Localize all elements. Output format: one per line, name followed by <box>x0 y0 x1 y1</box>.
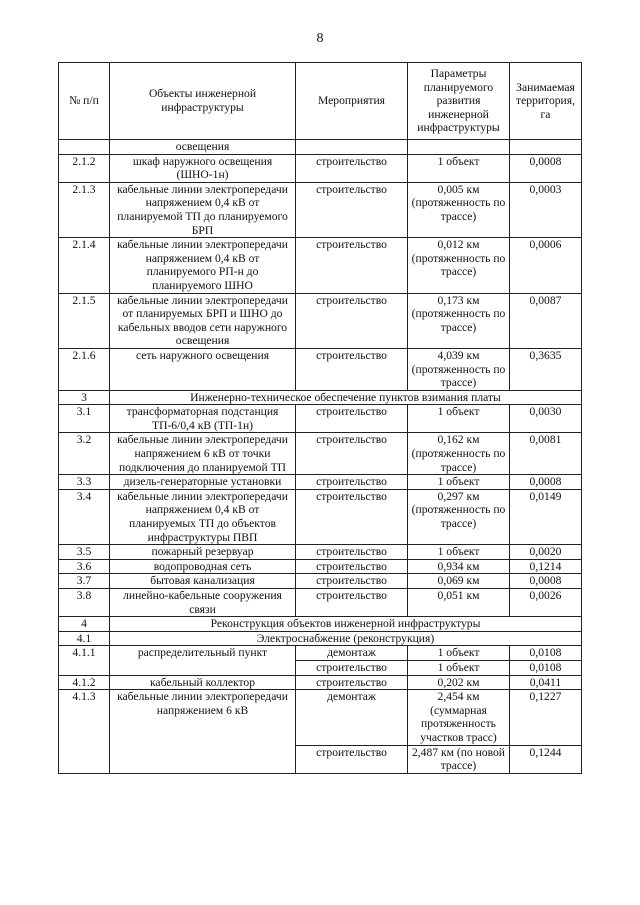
cell-params: 1 объект <box>408 475 510 490</box>
table-row <box>59 690 582 745</box>
cell-object: водопроводная сеть <box>110 559 296 574</box>
cell-area: 0,3635 <box>510 348 582 390</box>
cell-measure: строительство <box>296 745 408 773</box>
cell-measure: строительство <box>296 293 408 348</box>
cell-object: сеть наружного освещения <box>110 348 296 390</box>
table-row <box>59 589 582 617</box>
cell-measure: строительство <box>296 154 408 182</box>
table-row <box>59 559 582 574</box>
cell-num: 4.1 <box>59 631 110 646</box>
cell-num: 3.8 <box>59 589 110 617</box>
cell-params: 2,487 км (по новой трассе) <box>408 745 510 773</box>
cell-area: 0,0003 <box>510 182 582 237</box>
cell-num: 2.1.2 <box>59 154 110 182</box>
cell-area: 0,0020 <box>510 545 582 560</box>
cell-area: 0,0006 <box>510 238 582 293</box>
table-row <box>59 182 582 237</box>
section-row <box>59 617 582 632</box>
cell-area: 0,0411 <box>510 675 582 690</box>
cell-area <box>510 140 582 155</box>
cell-params: 0,934 км <box>408 559 510 574</box>
cell-num: 4 <box>59 617 110 632</box>
cell-area: 0,1244 <box>510 745 582 773</box>
table-row <box>59 646 582 661</box>
header-num: № п/п <box>59 63 110 140</box>
cell-area: 0,1227 <box>510 690 582 745</box>
page-number: 8 <box>316 31 324 46</box>
cell-measure: строительство <box>296 589 408 617</box>
table-row <box>59 405 582 433</box>
table-row <box>59 433 582 475</box>
cell-area: 0,1214 <box>510 559 582 574</box>
cell-num: 3.5 <box>59 545 110 560</box>
cell-num: 3.3 <box>59 475 110 490</box>
table-header-row <box>59 63 582 140</box>
cell-num: 4.1.2 <box>59 675 110 690</box>
cell-measure: строительство <box>296 574 408 589</box>
cell-measure: строительство <box>296 489 408 544</box>
cell-measure: демонтаж <box>296 690 408 745</box>
table-row <box>59 489 582 544</box>
infrastructure-table <box>58 62 582 774</box>
cell-measure: строительство <box>296 545 408 560</box>
cell-params: 0,051 км <box>408 589 510 617</box>
cell-num: 2.1.6 <box>59 348 110 390</box>
header-object: Объекты инженерной инфраструктуры <box>110 63 296 140</box>
cell-num: 2.1.3 <box>59 182 110 237</box>
cell-object: линейно-кабельные сооружения связи <box>110 589 296 617</box>
cell-params: 1 объект <box>408 405 510 433</box>
cell-num: 2.1.4 <box>59 238 110 293</box>
table-row <box>59 475 582 490</box>
cell-measure: демонтаж <box>296 646 408 661</box>
cell-num: 3.4 <box>59 489 110 544</box>
cell-object: дизель-генераторные установки <box>110 475 296 490</box>
cell-object: трансформаторная подстанция ТП-6/0,4 кВ (ТП-1н) <box>110 405 296 433</box>
cell-params: 0,162 км (протяженность по трассе) <box>408 433 510 475</box>
subsection-title: Электроснабжение (реконструкция) <box>110 631 582 646</box>
cell-area: 0,0087 <box>510 293 582 348</box>
cell-area: 0,0026 <box>510 589 582 617</box>
cell-object: освещения <box>110 140 296 155</box>
cell-num: 3.1 <box>59 405 110 433</box>
table-row <box>59 574 582 589</box>
section-title: Инженерно-техническое обеспечение пунктов взимания платы <box>110 390 582 405</box>
table-row <box>59 675 582 690</box>
cell-object: кабельные линии электропередачи напряжением 0,4 кВ от планируемого РП-н до планируемого ШНО <box>110 238 296 293</box>
table-row <box>59 293 582 348</box>
cell-object: бытовая канализация <box>110 574 296 589</box>
cell-params: 1 объект <box>408 660 510 675</box>
cell-area: 0,0008 <box>510 574 582 589</box>
section-row <box>59 390 582 405</box>
cell-object: кабельные линии электропередачи напряжением 0,4 кВ от планируемой ТП до планируемого БРП <box>110 182 296 237</box>
table-row <box>59 140 582 155</box>
cell-num: 2.1.5 <box>59 293 110 348</box>
cell-object: распределительный пункт <box>110 646 296 675</box>
header-params: Параметры планируемого развития инженерной инфраструктуры <box>408 63 510 140</box>
subsection-row <box>59 631 582 646</box>
cell-num: 4.1.3 <box>59 690 110 774</box>
cell-measure: строительство <box>296 238 408 293</box>
cell-object: кабельные линии электропередачи напряжением 0,4 кВ от планируемых ТП до объектов инфраструктуры ПВП <box>110 489 296 544</box>
table-row <box>59 545 582 560</box>
cell-measure: строительство <box>296 559 408 574</box>
table-row <box>59 154 582 182</box>
cell-num: 3.2 <box>59 433 110 475</box>
cell-object: пожарный резервуар <box>110 545 296 560</box>
table-row <box>59 348 582 390</box>
cell-num: 3.7 <box>59 574 110 589</box>
cell-object: кабельные линии электропередачи напряжением 6 кВ <box>110 690 296 774</box>
cell-params: 2,454 км (суммарная протяженность участков трасс) <box>408 690 510 745</box>
cell-params: 1 объект <box>408 154 510 182</box>
cell-params: 4,039 км (протяженность по трассе) <box>408 348 510 390</box>
cell-measure <box>296 140 408 155</box>
cell-measure: строительство <box>296 675 408 690</box>
cell-num <box>59 140 110 155</box>
cell-measure: строительство <box>296 405 408 433</box>
cell-object: кабельные линии электропередачи напряжением 6 кВ от точки подключения до планируемой ТП <box>110 433 296 475</box>
cell-params <box>408 140 510 155</box>
cell-area: 0,0149 <box>510 489 582 544</box>
cell-area: 0,0081 <box>510 433 582 475</box>
table-row <box>59 238 582 293</box>
cell-object: кабельные линии электропередачи от планируемых БРП и ШНО до кабельных вводов сети наружного освещения <box>110 293 296 348</box>
cell-params: 0,202 км <box>408 675 510 690</box>
cell-area: 0,0108 <box>510 660 582 675</box>
cell-measure: строительство <box>296 348 408 390</box>
cell-object: шкаф наружного освещения (ШНО-1н) <box>110 154 296 182</box>
cell-params: 0,173 км (протяженность по трассе) <box>408 293 510 348</box>
cell-params: 1 объект <box>408 646 510 661</box>
cell-measure: строительство <box>296 433 408 475</box>
cell-num: 4.1.1 <box>59 646 110 675</box>
cell-measure: строительство <box>296 475 408 490</box>
cell-params: 0,005 км (протяженность по трассе) <box>408 182 510 237</box>
cell-num: 3.6 <box>59 559 110 574</box>
cell-area: 0,0008 <box>510 475 582 490</box>
section-title: Реконструкция объектов инженерной инфраструктуры <box>110 617 582 632</box>
cell-params: 1 объект <box>408 545 510 560</box>
cell-num: 3 <box>59 390 110 405</box>
cell-measure: строительство <box>296 182 408 237</box>
cell-params: 0,297 км (протяженность по трассе) <box>408 489 510 544</box>
cell-measure: строительство <box>296 660 408 675</box>
header-measure: Мероприятия <box>296 63 408 140</box>
cell-object: кабельный коллектор <box>110 675 296 690</box>
cell-area: 0,0030 <box>510 405 582 433</box>
cell-area: 0,0008 <box>510 154 582 182</box>
cell-params: 0,069 км <box>408 574 510 589</box>
cell-params: 0,012 км (протяженность по трассе) <box>408 238 510 293</box>
header-area: Занимаемая территория, га <box>510 63 582 140</box>
cell-area: 0,0108 <box>510 646 582 661</box>
